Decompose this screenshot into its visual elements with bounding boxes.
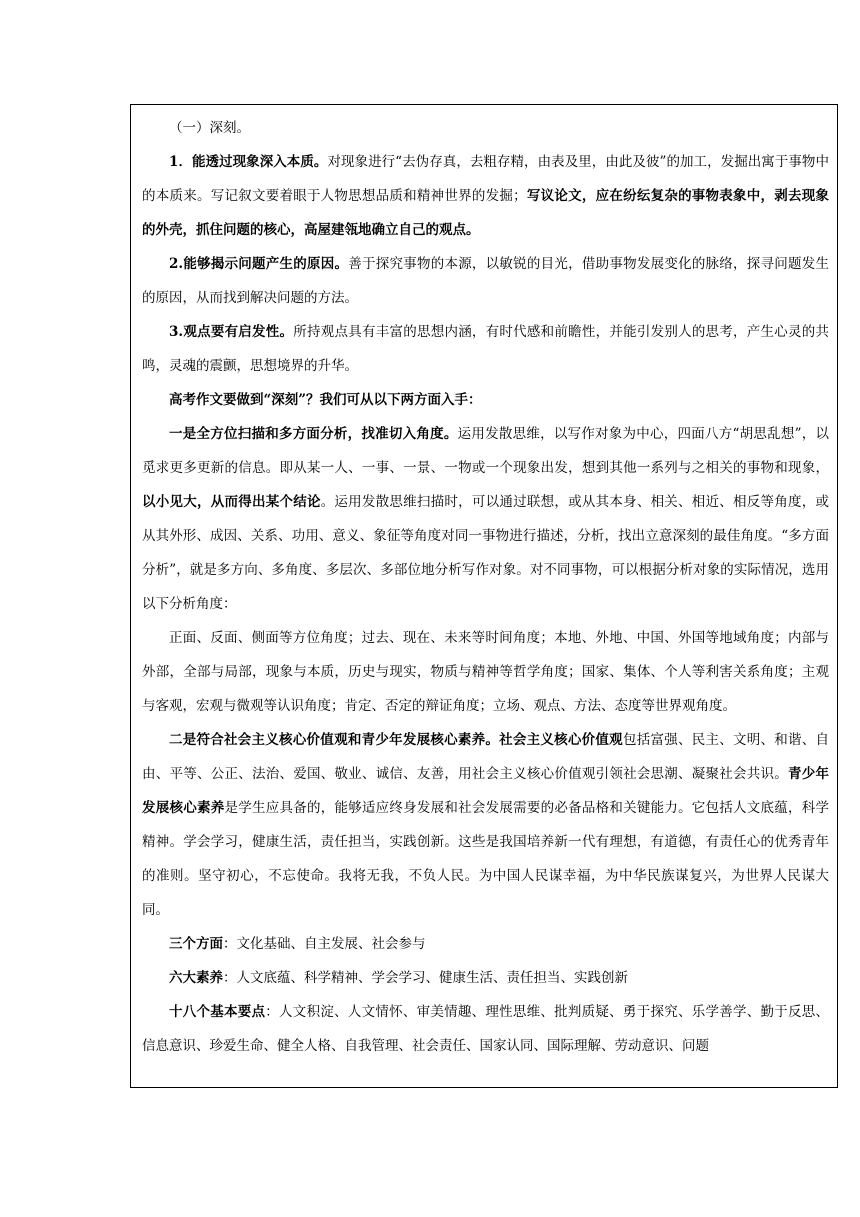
paragraph-9 xyxy=(142,961,829,995)
bold-text: 写议论文，应在纷纭复杂的事物表象中，剥去现象的外壳，抓住问题的核心，高屋建瓴地确立自己的观点。 xyxy=(142,188,830,238)
body-text: 善于探究事物的本源，以敏锐的目光，借助事物发展变化的脉络，探寻问题发生的原因，从而找到解决问题的方法。 xyxy=(142,256,830,306)
paragraph-2 xyxy=(142,247,829,315)
bold-text: 十八个基本要点 xyxy=(169,1004,266,1020)
body-text: 正面、反面、侧面等方位角度；过去、现在、未来等时间角度；本地、外地、中国、外国等地域角度；内部与外部，全部与局部，现象与本质，历史与现实，物质与精神等哲学角度；国家、集体、个人等利害关系角度；主观与客观，宏观与微观等认识角度；肯定、否定的辩证角度；立场、观点、方法、态度等世界观角度。 xyxy=(142,630,829,714)
paragraph-1 xyxy=(142,145,829,247)
body-text: 所持观点具有丰富的思想内涵，有时代感和前瞻性，并能引发别人的思考，产生心灵的共鸣，灵魂的震颤，思想境界的升华。 xyxy=(142,324,830,374)
bold-text: 青少年发展核心素养 xyxy=(142,766,830,816)
bold-text: 六大素养 xyxy=(169,970,223,986)
bold-text: 以小见大，从而得出某个结论 xyxy=(142,494,321,510)
bold-text: 一是全方位扫描和多方面分析，找准切入角度。 xyxy=(169,426,458,442)
paragraph-4 xyxy=(142,383,829,417)
body-text: 包括富强、民主、文明、和谐、自由、平等、公正、法治、爱国、敬业、诚信、友善，用社会主义核心价值观引领社会思潮、凝聚社会共识。 xyxy=(142,732,830,782)
body-text: 运用发散思维，以写作对象为中心，四面八方“胡思乱想”，以觅求更多更新的信息。即从某一人、一事、一景、一物或一个现象出发，想到其他一系列与之相关的事物和现象， xyxy=(142,426,830,476)
paragraph-3 xyxy=(142,315,829,383)
bold-text: 2.能够揭示问题产生的原因。 xyxy=(169,256,349,272)
body-text: 对现象进行“去伪存真，去粗存精，由表及里，由此及彼”的加工，发掘出寓于事物中的本质来。写记叙文要着眼于人物思想品质和精神世界的发掘； xyxy=(142,154,829,204)
paragraph-5 xyxy=(142,417,829,621)
paragraph-10 xyxy=(142,995,829,1063)
bold-text: 3.观点要有启发性。 xyxy=(169,324,294,340)
paragraph-7 xyxy=(142,723,829,927)
paragraph-6 xyxy=(142,621,829,723)
body-text: ：文化基础、自主发展、社会参与 xyxy=(223,936,426,952)
section-heading: （一）深刻。 xyxy=(169,120,250,136)
body-text: ：人文积淀、人文情怀、审美情趣、理性思维、批判质疑、勇于探究、乐学善学、勤于反思、信息意识、珍爱生命、健全人格、自我管理、社会责任、国家认同、国际理解、劳动意识、问题 xyxy=(142,1004,830,1054)
bold-text: 高考作文要做到“深刻”？我们可从以下两方面入手： xyxy=(169,392,482,408)
body-text: 。运用发散思维扫描时，可以通过联想，或从其本身、相关、相近、相反等角度，或从其外形、成因、关系、功用、意义、象征等角度对同一事物进行描述，分析，找出立意深刻的最佳角度。“多方面分析”，就是多方向、多角度、多层次、多部位地分析写作对象。对不同事物，可以根据分析对象的实际情况，选用以下分析角度： xyxy=(142,494,830,612)
document-body xyxy=(142,111,829,1063)
body-text: 是学生应具备的，能够适应终身发展和社会发展需要的必备品格和关键能力。它包括人文底蕴，科学精神。学会学习，健康生活，责任担当，实践创新。这些是我国培养新一代有理想，有道德，有责任心的优秀青年的准则。坚守初心，不忘使命。我将无我，不负人民。为中国人民谋幸福，为中华民族谋复兴，为世界人民谋大同。 xyxy=(142,800,830,918)
bold-text: 二是符合社会主义核心价值观和青少年发展核心素养。社会主义核心价值观 xyxy=(169,732,623,748)
bold-text: 三个方面 xyxy=(169,936,223,952)
paragraph-8 xyxy=(142,927,829,961)
bold-text: 1．能透过现象深入本质。 xyxy=(169,154,328,170)
content-table-cell xyxy=(130,104,838,1088)
body-text: ：人文底蕴、科学精神、学会学习、健康生活、责任担当、实践创新 xyxy=(223,970,628,986)
